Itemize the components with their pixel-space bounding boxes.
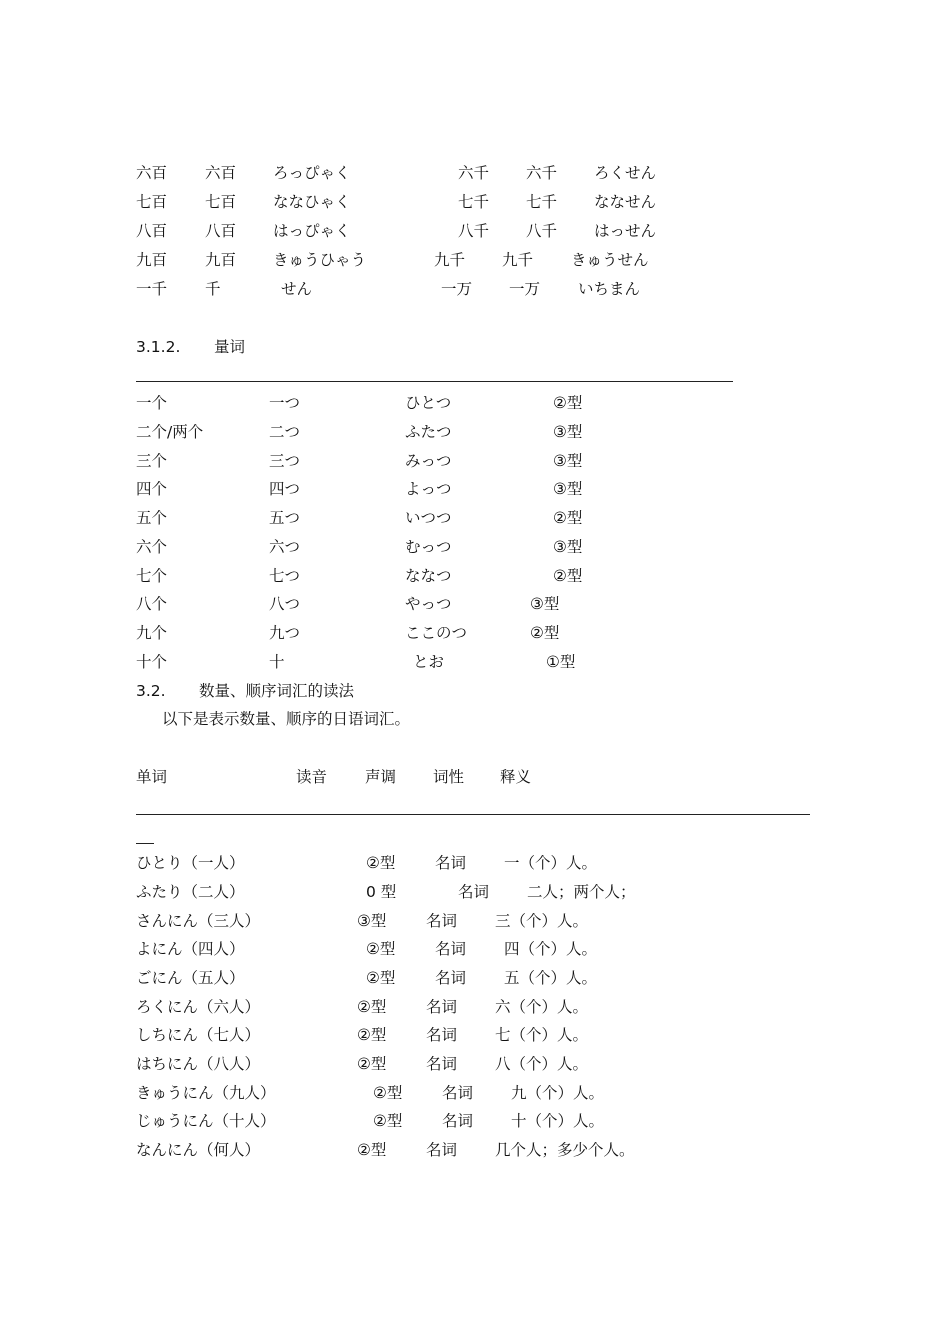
counter-reading: よっつ <box>405 480 452 498</box>
counter-kanji: 四つ <box>269 480 301 498</box>
number-reading: はっせん <box>594 222 657 240</box>
counter-meaning: 四个 <box>136 480 168 498</box>
vocab-accent: ②型 <box>357 1055 387 1073</box>
number-reading: ろっぴゃく <box>273 164 351 182</box>
vocab-pos: 名词 <box>426 912 458 930</box>
vocab-word: じゅうにん（十人） <box>136 1112 276 1130</box>
counter-kanji: 五つ <box>269 509 301 527</box>
counter-kanji: 十 <box>269 653 285 671</box>
vocab-pos: 名词 <box>442 1084 474 1102</box>
vocab-word: きゅうにん（九人） <box>136 1084 276 1102</box>
section-number: 3.1.2. <box>136 338 181 356</box>
vocab-pos: 名词 <box>458 883 490 901</box>
vocab-word: なんにん（何人） <box>136 1141 261 1159</box>
number-cell: 九千 <box>434 251 466 269</box>
vocab-accent: ②型 <box>357 998 387 1016</box>
number-reading: いちまん <box>578 280 641 298</box>
section-number: 3.2. <box>136 682 166 700</box>
vocab-meaning: 四（个）人。 <box>504 940 598 958</box>
vocab-word: しちにん（七人） <box>136 1026 261 1044</box>
divider <box>136 814 810 815</box>
vocab-meaning: 九（个）人。 <box>511 1084 605 1102</box>
number-cell: 八千 <box>526 222 558 240</box>
counter-meaning: 三个 <box>136 452 168 470</box>
vocab-accent: ②型 <box>366 969 396 987</box>
counter-accent: ②型 <box>553 394 583 412</box>
counter-kanji: 六つ <box>269 538 301 556</box>
vocab-meaning: 六（个）人。 <box>495 998 589 1016</box>
counter-accent: ②型 <box>530 624 560 642</box>
vocab-meaning: 三（个）人。 <box>495 912 589 930</box>
number-cell: 一千 <box>136 280 168 298</box>
vocab-word: はちにん（八人） <box>136 1055 261 1073</box>
counter-reading: ここのつ <box>405 624 468 642</box>
vocab-pos: 名词 <box>435 940 467 958</box>
vocab-word: さんにん（三人） <box>136 912 261 930</box>
counter-meaning: 二个/两个 <box>136 423 204 441</box>
number-cell: 六千 <box>526 164 558 182</box>
header-reading: 读音 <box>296 768 328 786</box>
vocab-accent: ②型 <box>357 1026 387 1044</box>
number-cell: 六百 <box>205 164 237 182</box>
number-cell: 九百 <box>136 251 168 269</box>
vocab-pos: 名词 <box>442 1112 474 1130</box>
counter-accent: ①型 <box>546 653 576 671</box>
counter-meaning: 八个 <box>136 595 168 613</box>
counter-accent: ③型 <box>530 595 560 613</box>
number-cell: 九千 <box>502 251 534 269</box>
counter-kanji: 一つ <box>269 394 301 412</box>
counter-kanji: 七つ <box>269 567 301 585</box>
counter-kanji: 三つ <box>269 452 301 470</box>
counter-reading: みっつ <box>405 452 452 470</box>
number-cell: 八千 <box>458 222 490 240</box>
number-cell: 千 <box>205 280 221 298</box>
vocab-word: ろくにん（六人） <box>136 998 261 1016</box>
header-pos: 词性 <box>433 768 465 786</box>
section-intro: 以下是表示数量、顺序的日语词汇。 <box>162 710 411 728</box>
number-reading: ろくせん <box>594 164 657 182</box>
vocab-pos: 名词 <box>426 1026 458 1044</box>
counter-accent: ③型 <box>553 480 583 498</box>
vocab-accent: ③型 <box>357 912 387 930</box>
vocab-word: よにん（四人） <box>136 940 245 958</box>
counter-reading: とお <box>413 653 445 671</box>
counter-reading: やっつ <box>405 595 452 613</box>
counter-meaning: 七个 <box>136 567 168 585</box>
vocab-meaning: 二人；两个人； <box>527 883 636 901</box>
number-reading: ななせん <box>594 193 657 211</box>
counter-reading: ななつ <box>405 567 452 585</box>
counter-meaning: 九个 <box>136 624 168 642</box>
vocab-meaning: 七（个）人。 <box>495 1026 589 1044</box>
header-accent: 声调 <box>365 768 397 786</box>
vocab-word: ひとり（一人） <box>136 854 245 872</box>
number-cell: 一万 <box>509 280 541 298</box>
vocab-accent: ②型 <box>373 1084 403 1102</box>
counter-accent: ②型 <box>553 509 583 527</box>
counter-reading: いつつ <box>405 509 452 527</box>
counter-reading: ふたつ <box>405 423 452 441</box>
number-cell: 八百 <box>136 222 168 240</box>
counter-reading: むっつ <box>405 538 452 556</box>
counter-reading: ひとつ <box>405 394 452 412</box>
header-meaning: 释义 <box>500 768 532 786</box>
number-reading: きゅうせん <box>571 251 649 269</box>
vocab-meaning: 五（个）人。 <box>504 969 598 987</box>
number-cell: 七千 <box>458 193 490 211</box>
number-cell: 七百 <box>136 193 168 211</box>
divider-continuation <box>136 843 154 844</box>
vocab-accent: ②型 <box>357 1141 387 1159</box>
number-reading: せん <box>281 280 313 298</box>
vocab-meaning: 几个人；多少个人。 <box>495 1141 635 1159</box>
divider <box>136 381 733 382</box>
number-cell: 八百 <box>205 222 237 240</box>
vocab-pos: 名词 <box>426 1055 458 1073</box>
number-reading: きゅうひゃう <box>273 251 367 269</box>
counter-accent: ③型 <box>553 452 583 470</box>
vocab-accent: ②型 <box>366 854 396 872</box>
counter-accent: ③型 <box>553 423 583 441</box>
counter-accent: ③型 <box>553 538 583 556</box>
section-title: 数量、顺序词汇的读法 <box>199 682 355 700</box>
counter-kanji: 二つ <box>269 423 301 441</box>
number-reading: ななひゃく <box>273 193 351 211</box>
vocab-meaning: 十（个）人。 <box>511 1112 605 1130</box>
vocab-accent: 0 型 <box>366 883 397 901</box>
counter-kanji: 九つ <box>269 624 301 642</box>
vocab-accent: ②型 <box>373 1112 403 1130</box>
vocab-meaning: 八（个）人。 <box>495 1055 589 1073</box>
counter-meaning: 六个 <box>136 538 168 556</box>
vocab-pos: 名词 <box>426 1141 458 1159</box>
number-reading: はっぴゃく <box>273 222 351 240</box>
number-cell: 七千 <box>526 193 558 211</box>
number-cell: 六千 <box>458 164 490 182</box>
vocab-pos: 名词 <box>435 969 467 987</box>
counter-meaning: 一个 <box>136 394 168 412</box>
number-cell: 一万 <box>441 280 473 298</box>
vocab-word: ふたり（二人） <box>136 883 245 901</box>
number-cell: 七百 <box>205 193 237 211</box>
header-word: 单词 <box>136 768 168 786</box>
vocab-word: ごにん（五人） <box>136 969 245 987</box>
vocab-pos: 名词 <box>426 998 458 1016</box>
counter-meaning: 十个 <box>136 653 168 671</box>
number-cell: 九百 <box>205 251 237 269</box>
number-cell: 六百 <box>136 164 168 182</box>
counter-meaning: 五个 <box>136 509 168 527</box>
counter-accent: ②型 <box>553 567 583 585</box>
vocab-accent: ②型 <box>366 940 396 958</box>
vocab-meaning: 一（个）人。 <box>504 854 598 872</box>
vocab-pos: 名词 <box>435 854 467 872</box>
counter-kanji: 八つ <box>269 595 301 613</box>
section-title: 量词 <box>214 338 246 356</box>
